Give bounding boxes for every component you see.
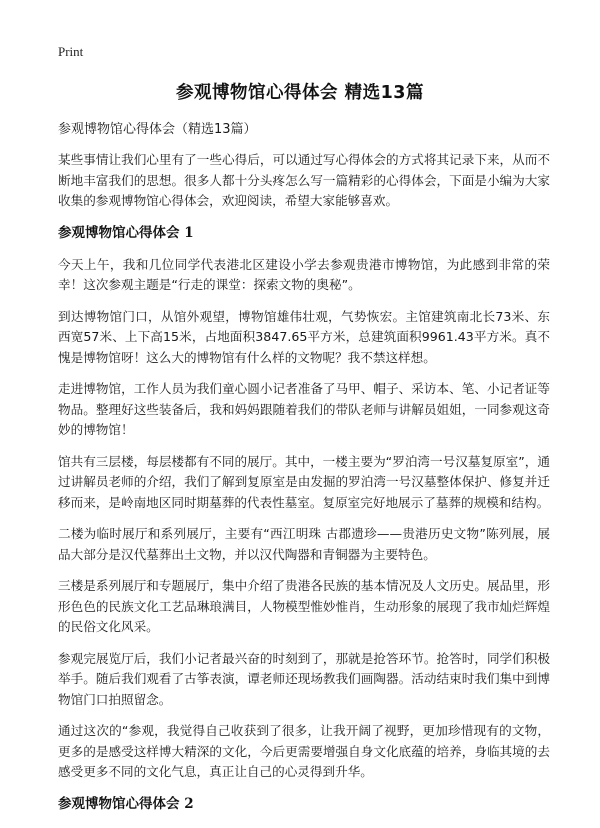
section-1-paragraph-6: 三楼是系列展厅和专题展厅，集中介绍了贵港各民族的基本情况及人文历史。展品里，形形色色的民族文化工艺品琳琅满目，人物模型惟妙惟肖，生动形象的展现了我市灿烂辉煌的民俗文化风采。 [58,578,550,634]
section-1-paragraph-7: 参观完展览厅后，我们小记者最兴奋的时刻到了，那就是抢答环节。抢答时，同学们积极举手。随后我们观看了古筝表演，谭老师还现场教我们画陶器。活动结束时我们集中到博物馆门口拍照留念。 [58,650,550,707]
article-subtitle: 参观博物馆心得体会（精选13篇） [58,122,257,137]
print-link[interactable]: Print [58,44,84,59]
page-title: 参观博物馆心得体会 精选13篇 [176,83,424,103]
section-1-paragraph-5: 二楼为临时展厅和系列展厅，主要有“西江明珠 古郡遗珍——贵港历史文物”陈列展，展品大部分是汉代墓葬出土文物，并以汉代陶器和青铜器为主要特色。 [58,526,550,562]
intro-paragraph: 某些事情让我们心里有了一些心得后，可以通过写心得体会的方式将其记录下来，从而不断地丰富我们的思想。很多人都十分头疼怎么写一篇精彩的心得体会，下面是小编为大家收集的参观博物馆心得体会，欢迎阅读，希望大家能够喜欢。 [58,152,550,208]
section-1-paragraph-4: 馆共有三层楼，每层楼都有不同的展厅。其中，一楼主要为“罗泊湾一号汉墓复原室”，通过讲解员老师的介绍，我们了解到复原室是由发掘的罗泊湾一号汉墓整体保护、修复并迁移而来，是岭南地区同时期墓葬的代表性墓室。复原室完好地展示了墓葬的规模和结构。 [58,453,550,510]
article-body [58,120,550,826]
section-1-paragraph-3: 走进博物馆，工作人员为我们童心圆小记者准备了马甲、帽子、采访本、笔、小记者证等物品。整理好这些装备后，我和妈妈跟随着我们的带队老师与讲解员姐姐，一同参观这奇妙的博物馆！ [58,381,550,437]
section-heading-2: 参观博物馆心得体会 2 [58,795,194,812]
section-1-paragraph-2: 到达博物馆门口，从馆外观望，博物馆雄伟壮观，气势恢宏。主馆建筑南北长73米、东西宽57米、上下高15米，占地面积3847.65平方米，总建筑面积9961.43平方米。真不愧是博物馆呀！这么大的博物馆有什么样的文物呢？我不禁这样想。 [58,308,550,365]
section-1-paragraph-1: 今天上午，我和几位同学代表港北区建设小学去参观贵港市博物馆，为此感到非常的荣幸！这次参观主题是“行走的课堂：探索文物的奥秘”。 [58,256,550,292]
section-heading-1: 参观博物馆心得体会 1 [58,224,194,241]
section-1-paragraph-8: 通过这次的“参观，我觉得自己收获到了很多，让我开阔了视野，更加珍惜现有的文物，更多的是感受这样博大精深的文化，今后更需要增强自身文化底蕴的培养，身临其境的去感受更多不同的文化气息，真正让自己的心灵得到升华。 [58,723,550,779]
